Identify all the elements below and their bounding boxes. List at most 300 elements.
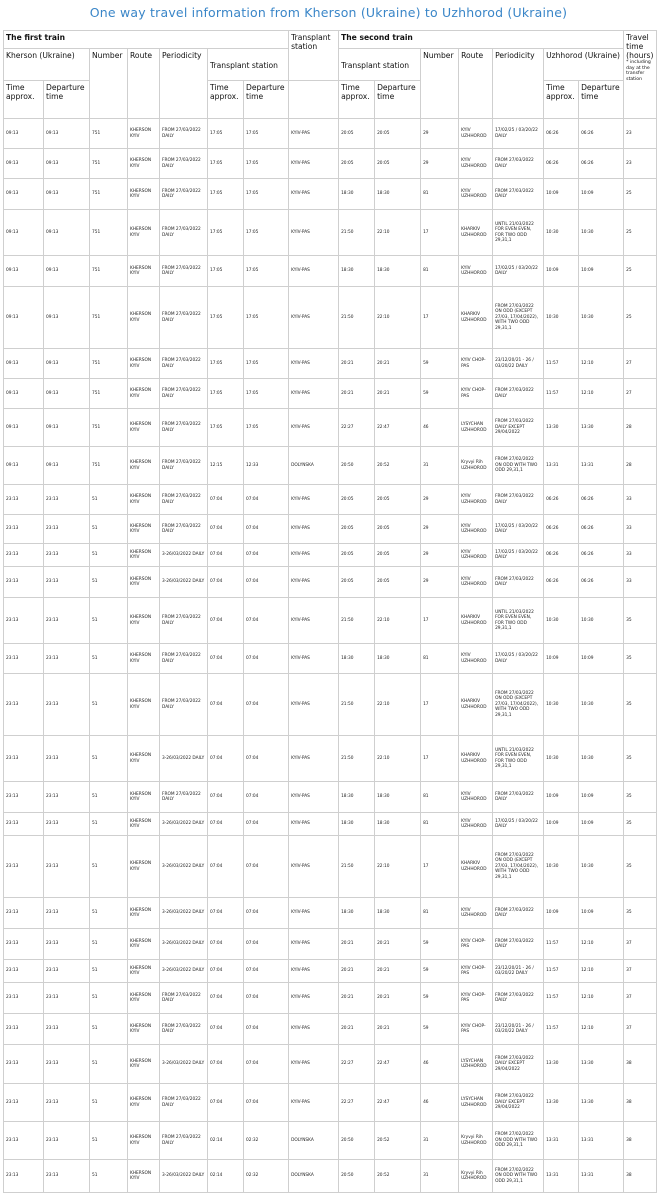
cell-departure-time-1: 09:13 <box>44 287 90 349</box>
cell-periodicity-2: FROM 27/03/2022 DAILY <box>493 485 544 515</box>
cell-transplant-departure: 07:04 <box>244 736 289 782</box>
cell-train-number-2: 29 <box>421 544 459 567</box>
cell-train-number-2: 81 <box>421 782 459 813</box>
cell-transplant-time-approx: 07:04 <box>208 544 244 567</box>
header-kherson: Kherson (Ukraine) <box>4 49 90 81</box>
cell-travel-time: 35 <box>624 836 657 898</box>
cell-departure-time-1: 23:13 <box>44 929 90 960</box>
table-row <box>4 149 657 179</box>
cell-time-approx-2: 22:27 <box>339 1084 375 1122</box>
cell-periodicity-2: 17/02/25 / 03/20/22 DAILY <box>493 544 544 567</box>
cell-time-approx-1: 23:13 <box>4 782 44 813</box>
cell-route-2: Kryvyi Rih UZHHOROD <box>459 447 493 485</box>
cell-transplant-departure: 07:04 <box>244 813 289 836</box>
cell-train-number-2: 81 <box>421 898 459 929</box>
cell-time-approx-2: 18:30 <box>339 644 375 674</box>
cell-uzhhorod-departure: 10:30 <box>579 287 624 349</box>
cell-periodicity-1: FROM 27/03/2022 DAILY <box>160 119 208 149</box>
cell-train-number-2: 29 <box>421 149 459 179</box>
cell-time-approx-1: 23:13 <box>4 544 44 567</box>
header-departure-time: Departure time <box>44 81 90 119</box>
cell-route-1: KHERSON KYIV <box>128 119 160 149</box>
cell-uzhhorod-departure: 13:30 <box>579 1045 624 1084</box>
cell-route-2: KYIV UZHHOROD <box>459 813 493 836</box>
cell-time-approx-2: 21:50 <box>339 210 375 256</box>
cell-time-approx-2: 20:21 <box>339 983 375 1014</box>
cell-route-2: KYIV CHOP-PAS <box>459 349 493 379</box>
cell-departure-time-1: 23:13 <box>44 1122 90 1160</box>
cell-departure-time-2: 20:21 <box>375 379 421 409</box>
cell-train-number-1: 51 <box>90 836 128 898</box>
cell-transplant-departure: 07:04 <box>244 1084 289 1122</box>
cell-departure-time-1: 09:13 <box>44 379 90 409</box>
cell-departure-time-2: 20:05 <box>375 485 421 515</box>
cell-uzhhorod-time-approx: 10:30 <box>544 836 579 898</box>
cell-periodicity-1: FROM 27/03/2022 DAILY <box>160 485 208 515</box>
cell-periodicity-2: UNTIL 21/03/2022 FOR EVEN EVEN, FOR TWO ODD 29,31,1 <box>493 598 544 644</box>
cell-train-number-1: 51 <box>90 960 128 983</box>
cell-periodicity-1: 3-26/03/2022 DAILY <box>160 544 208 567</box>
cell-periodicity-2: FROM 27/02/2022 ON ODD WITH TWO ODD 29,31,1 <box>493 1122 544 1160</box>
cell-time-approx-2: 21:50 <box>339 287 375 349</box>
cell-uzhhorod-departure: 10:09 <box>579 898 624 929</box>
cell-route-2: Kryvyi Rih UZHHOROD <box>459 1122 493 1160</box>
cell-periodicity-2: 17/02/25 / 03/20/22 DAILY <box>493 813 544 836</box>
cell-train-number-2: 81 <box>421 813 459 836</box>
cell-periodicity-2: 23/12/20/21 - 26 / 03/20/22 DAILY <box>493 960 544 983</box>
cell-periodicity-2: FROM 27/03/2022 DAILY <box>493 379 544 409</box>
table-row <box>4 179 657 210</box>
cell-time-approx-2: 20:21 <box>339 1014 375 1045</box>
cell-route-2: KYIV CHOP-PAS <box>459 983 493 1014</box>
header-travel-time <box>624 31 657 119</box>
cell-time-approx-1: 23:13 <box>4 1122 44 1160</box>
cell-departure-time-1: 23:13 <box>44 567 90 598</box>
cell-periodicity-2: 23/12/20/21 - 26 / 03/20/22 DAILY <box>493 349 544 379</box>
cell-departure-time-1: 23:13 <box>44 736 90 782</box>
cell-train-number-1: 51 <box>90 544 128 567</box>
cell-time-approx-1: 23:13 <box>4 1084 44 1122</box>
cell-time-approx-1: 09:13 <box>4 349 44 379</box>
cell-uzhhorod-departure: 10:30 <box>579 736 624 782</box>
cell-travel-time: 33 <box>624 567 657 598</box>
cell-train-number-1: 51 <box>90 1045 128 1084</box>
table-row <box>4 960 657 983</box>
cell-departure-time-1: 09:13 <box>44 349 90 379</box>
cell-transplant-departure: 17:05 <box>244 349 289 379</box>
cell-departure-time-1: 23:13 <box>44 1160 90 1193</box>
cell-route-2: KYIV UZHHOROD <box>459 485 493 515</box>
cell-time-approx-2: 20:05 <box>339 149 375 179</box>
cell-time-approx-1: 09:13 <box>4 149 44 179</box>
cell-transplant-departure: 07:04 <box>244 598 289 644</box>
cell-time-approx-1: 09:13 <box>4 119 44 149</box>
cell-time-approx-1: 23:13 <box>4 644 44 674</box>
cell-time-approx-1: 23:13 <box>4 1160 44 1193</box>
cell-train-number-2: 17 <box>421 210 459 256</box>
cell-periodicity-1: FROM 27/03/2022 DAILY <box>160 287 208 349</box>
cell-train-number-1: 751 <box>90 119 128 149</box>
cell-transplant-station: DOLYNSKA <box>289 447 339 485</box>
cell-periodicity-2: FROM 27/03/2022 DAILY <box>493 929 544 960</box>
cell-periodicity-2: FROM 27/03/2022 DAILY EXCEPT 29/04/2022 <box>493 409 544 447</box>
cell-transplant-time-approx: 07:04 <box>208 598 244 644</box>
cell-train-number-2: 17 <box>421 287 459 349</box>
cell-time-approx-2: 18:30 <box>339 179 375 210</box>
table-row <box>4 782 657 813</box>
header-first-train: The first train <box>4 31 289 49</box>
header-transplant-station: Transplant station <box>289 31 339 81</box>
cell-train-number-1: 751 <box>90 210 128 256</box>
cell-transplant-time-approx: 17:05 <box>208 119 244 149</box>
cell-route-1: KHERSON KYIV <box>128 287 160 349</box>
cell-route-1: KHERSON KYIV <box>128 256 160 287</box>
cell-travel-time: 28 <box>624 447 657 485</box>
cell-travel-time: 37 <box>624 983 657 1014</box>
table-row <box>4 485 657 515</box>
cell-transplant-station: KYIV-PAS <box>289 409 339 447</box>
cell-travel-time: 25 <box>624 256 657 287</box>
cell-train-number-2: 81 <box>421 256 459 287</box>
cell-transplant-station: KYIV-PAS <box>289 379 339 409</box>
cell-route-2: KHARKIV UZHHOROD <box>459 598 493 644</box>
cell-uzhhorod-departure: 10:09 <box>579 644 624 674</box>
cell-departure-time-2: 22:47 <box>375 1084 421 1122</box>
cell-periodicity-1: 3-26/03/2022 DAILY <box>160 960 208 983</box>
cell-train-number-2: 31 <box>421 1160 459 1193</box>
cell-uzhhorod-time-approx: 06:26 <box>544 567 579 598</box>
cell-route-2: KHARKIV UZHHOROD <box>459 736 493 782</box>
cell-travel-time: 25 <box>624 210 657 256</box>
table-row <box>4 1122 657 1160</box>
table-row <box>4 447 657 485</box>
cell-departure-time-1: 23:13 <box>44 983 90 1014</box>
cell-route-1: KHERSON KYIV <box>128 485 160 515</box>
cell-transplant-departure: 17:05 <box>244 179 289 210</box>
cell-departure-time-1: 23:13 <box>44 1084 90 1122</box>
cell-time-approx-1: 23:13 <box>4 960 44 983</box>
cell-transplant-time-approx: 07:04 <box>208 567 244 598</box>
cell-time-approx-2: 21:50 <box>339 598 375 644</box>
cell-route-2: KYIV UZHHOROD <box>459 544 493 567</box>
cell-periodicity-2: 17/02/25 / 03/20/22 DAILY <box>493 644 544 674</box>
cell-train-number-1: 751 <box>90 409 128 447</box>
cell-transplant-time-approx: 07:04 <box>208 485 244 515</box>
cell-periodicity-2: FROM 27/03/2022 DAILY <box>493 149 544 179</box>
cell-route-1: KHERSON KYIV <box>128 813 160 836</box>
cell-transplant-departure: 07:04 <box>244 485 289 515</box>
cell-uzhhorod-time-approx: 11:57 <box>544 983 579 1014</box>
header-time-approx: Time approx. <box>4 81 44 119</box>
cell-periodicity-2: FROM 27/03/2022 ON ODD (EXCEPT 27/03, 17/04/2022), WITH TWO ODD 29,31,1 <box>493 287 544 349</box>
cell-transplant-station: KYIV-PAS <box>289 210 339 256</box>
cell-route-2: Kryvyi Rih UZHHOROD <box>459 1160 493 1193</box>
cell-train-number-2: 31 <box>421 447 459 485</box>
cell-periodicity-1: FROM 27/03/2022 DAILY <box>160 1084 208 1122</box>
cell-time-approx-2: 20:21 <box>339 349 375 379</box>
cell-route-2: LYSYCHAN UZHHOROD <box>459 409 493 447</box>
cell-departure-time-1: 09:13 <box>44 119 90 149</box>
cell-train-number-1: 51 <box>90 485 128 515</box>
cell-transplant-station: KYIV-PAS <box>289 179 339 210</box>
cell-train-number-1: 51 <box>90 813 128 836</box>
cell-periodicity-1: FROM 27/03/2022 DAILY <box>160 782 208 813</box>
cell-departure-time-2: 20:52 <box>375 1160 421 1193</box>
cell-time-approx-2: 20:50 <box>339 447 375 485</box>
cell-train-number-1: 51 <box>90 929 128 960</box>
cell-periodicity-2: FROM 27/02/2022 ON ODD WITH TWO ODD 29,31,1 <box>493 447 544 485</box>
cell-train-number-2: 46 <box>421 1045 459 1084</box>
cell-time-approx-2: 18:30 <box>339 813 375 836</box>
cell-periodicity-1: FROM 27/03/2022 DAILY <box>160 983 208 1014</box>
cell-train-number-2: 29 <box>421 515 459 544</box>
cell-transplant-station: KYIV-PAS <box>289 836 339 898</box>
cell-transplant-departure: 07:04 <box>244 644 289 674</box>
cell-transplant-station: KYIV-PAS <box>289 782 339 813</box>
cell-route-2: KYIV CHOP-PAS <box>459 929 493 960</box>
cell-route-2: KYIV UZHHOROD <box>459 149 493 179</box>
cell-train-number-2: 59 <box>421 983 459 1014</box>
cell-transplant-time-approx: 17:05 <box>208 256 244 287</box>
cell-transplant-time-approx: 07:04 <box>208 960 244 983</box>
cell-time-approx-1: 23:13 <box>4 485 44 515</box>
cell-travel-time: 38 <box>624 1045 657 1084</box>
cell-route-1: KHERSON KYIV <box>128 1122 160 1160</box>
cell-transplant-departure: 17:05 <box>244 409 289 447</box>
cell-route-1: KHERSON KYIV <box>128 644 160 674</box>
cell-route-2: KYIV UZHHOROD <box>459 782 493 813</box>
cell-periodicity-1: FROM 27/03/2022 DAILY <box>160 515 208 544</box>
cell-transplant-departure: 07:04 <box>244 1014 289 1045</box>
header-time-approx: Time approx. <box>339 81 375 119</box>
cell-time-approx-1: 09:13 <box>4 179 44 210</box>
cell-train-number-2: 17 <box>421 598 459 644</box>
cell-transplant-departure: 12:33 <box>244 447 289 485</box>
cell-departure-time-1: 09:13 <box>44 179 90 210</box>
cell-periodicity-2: FROM 27/03/2022 DAILY <box>493 898 544 929</box>
cell-departure-time-2: 20:05 <box>375 567 421 598</box>
schedule-table <box>3 30 657 1193</box>
cell-travel-time: 25 <box>624 287 657 349</box>
cell-transplant-station: KYIV-PAS <box>289 960 339 983</box>
cell-uzhhorod-departure: 10:30 <box>579 836 624 898</box>
cell-uzhhorod-departure: 13:30 <box>579 1084 624 1122</box>
cell-departure-time-2: 20:21 <box>375 349 421 379</box>
cell-transplant-station: KYIV-PAS <box>289 1084 339 1122</box>
cell-train-number-1: 751 <box>90 287 128 349</box>
header-time-approx: Time approx. <box>208 81 244 119</box>
header-time-approx: Time approx. <box>544 81 579 119</box>
cell-departure-time-2: 20:05 <box>375 515 421 544</box>
cell-travel-time: 28 <box>624 409 657 447</box>
cell-train-number-2: 17 <box>421 836 459 898</box>
cell-transplant-station: KYIV-PAS <box>289 349 339 379</box>
cell-periodicity-1: 3-26/03/2022 DAILY <box>160 567 208 598</box>
cell-transplant-departure: 02:32 <box>244 1122 289 1160</box>
cell-transplant-departure: 07:04 <box>244 960 289 983</box>
cell-transplant-time-approx: 17:05 <box>208 409 244 447</box>
cell-uzhhorod-time-approx: 13:30 <box>544 409 579 447</box>
cell-route-1: KHERSON KYIV <box>128 349 160 379</box>
cell-time-approx-2: 22:27 <box>339 409 375 447</box>
cell-departure-time-2: 22:10 <box>375 287 421 349</box>
cell-route-1: KHERSON KYIV <box>128 515 160 544</box>
cell-train-number-2: 59 <box>421 1014 459 1045</box>
cell-departure-time-2: 20:21 <box>375 929 421 960</box>
cell-time-approx-1: 23:13 <box>4 836 44 898</box>
cell-departure-time-2: 20:05 <box>375 119 421 149</box>
header-transplant-station-2: Transplant station <box>339 49 421 81</box>
cell-train-number-1: 751 <box>90 379 128 409</box>
cell-route-2: KHARKIV UZHHOROD <box>459 287 493 349</box>
cell-travel-time: 35 <box>624 598 657 644</box>
cell-time-approx-2: 20:05 <box>339 567 375 598</box>
cell-time-approx-2: 20:05 <box>339 515 375 544</box>
table-row <box>4 515 657 544</box>
cell-train-number-2: 59 <box>421 929 459 960</box>
cell-time-approx-1: 23:13 <box>4 1014 44 1045</box>
cell-time-approx-1: 23:13 <box>4 1045 44 1084</box>
cell-transplant-time-approx: 07:04 <box>208 898 244 929</box>
cell-transplant-time-approx: 02:14 <box>208 1160 244 1193</box>
cell-time-approx-2: 20:05 <box>339 119 375 149</box>
cell-transplant-station: KYIV-PAS <box>289 929 339 960</box>
cell-transplant-station: KYIV-PAS <box>289 674 339 736</box>
cell-uzhhorod-departure: 06:26 <box>579 567 624 598</box>
cell-time-approx-2: 18:30 <box>339 256 375 287</box>
header-transplant-station-1: Transplant station <box>208 49 289 81</box>
cell-periodicity-1: 3-26/03/2022 DAILY <box>160 813 208 836</box>
cell-route-1: KHERSON KYIV <box>128 1160 160 1193</box>
table-row <box>4 736 657 782</box>
cell-time-approx-1: 09:13 <box>4 447 44 485</box>
cell-route-2: KYIV UZHHOROD <box>459 898 493 929</box>
cell-train-number-2: 29 <box>421 485 459 515</box>
cell-travel-time: 27 <box>624 379 657 409</box>
cell-transplant-time-approx: 17:05 <box>208 349 244 379</box>
cell-departure-time-1: 23:13 <box>44 644 90 674</box>
cell-departure-time-1: 23:13 <box>44 1014 90 1045</box>
cell-route-2: LYSYCHAN UZHHOROD <box>459 1084 493 1122</box>
table-row <box>4 409 657 447</box>
cell-travel-time: 35 <box>624 782 657 813</box>
cell-route-2: KHARKIV UZHHOROD <box>459 210 493 256</box>
cell-train-number-1: 751 <box>90 149 128 179</box>
cell-departure-time-1: 23:13 <box>44 898 90 929</box>
cell-train-number-1: 51 <box>90 736 128 782</box>
cell-periodicity-1: 3-26/03/2022 DAILY <box>160 736 208 782</box>
cell-uzhhorod-departure: 10:09 <box>579 782 624 813</box>
cell-uzhhorod-time-approx: 06:26 <box>544 119 579 149</box>
cell-uzhhorod-time-approx: 13:30 <box>544 1084 579 1122</box>
cell-time-approx-2: 20:05 <box>339 544 375 567</box>
header-travel-time-note: * including day at the transfer station <box>626 60 651 82</box>
cell-route-1: KHERSON KYIV <box>128 409 160 447</box>
cell-train-number-2: 29 <box>421 567 459 598</box>
cell-uzhhorod-time-approx: 10:09 <box>544 898 579 929</box>
cell-transplant-station: KYIV-PAS <box>289 544 339 567</box>
cell-train-number-2: 59 <box>421 349 459 379</box>
cell-route-1: KHERSON KYIV <box>128 447 160 485</box>
cell-uzhhorod-departure: 10:09 <box>579 179 624 210</box>
cell-periodicity-1: FROM 27/03/2022 DAILY <box>160 256 208 287</box>
cell-transplant-time-approx: 02:14 <box>208 1122 244 1160</box>
cell-periodicity-2: 23/12/20/21 - 26 / 03/20/22 DAILY <box>493 1014 544 1045</box>
cell-uzhhorod-time-approx: 11:57 <box>544 929 579 960</box>
cell-travel-time: 37 <box>624 1014 657 1045</box>
header-second-train: The second train <box>339 31 624 49</box>
cell-uzhhorod-departure: 12:10 <box>579 960 624 983</box>
cell-time-approx-2: 21:50 <box>339 674 375 736</box>
cell-uzhhorod-departure: 12:10 <box>579 983 624 1014</box>
table-row <box>4 983 657 1014</box>
cell-periodicity-2: 17/02/25 / 03/20/22 DAILY <box>493 119 544 149</box>
cell-train-number-1: 751 <box>90 256 128 287</box>
cell-train-number-1: 51 <box>90 674 128 736</box>
cell-departure-time-2: 22:10 <box>375 598 421 644</box>
cell-travel-time: 35 <box>624 674 657 736</box>
cell-periodicity-1: FROM 27/03/2022 DAILY <box>160 447 208 485</box>
cell-time-approx-2: 20:21 <box>339 960 375 983</box>
cell-transplant-station: KYIV-PAS <box>289 287 339 349</box>
cell-departure-time-2: 20:21 <box>375 960 421 983</box>
cell-travel-time: 38 <box>624 1122 657 1160</box>
header-route-2: Route <box>459 49 493 119</box>
cell-time-approx-1: 23:13 <box>4 983 44 1014</box>
cell-uzhhorod-departure: 13:31 <box>579 1122 624 1160</box>
cell-travel-time: 35 <box>624 644 657 674</box>
cell-periodicity-1: 3-26/03/2022 DAILY <box>160 1160 208 1193</box>
cell-uzhhorod-time-approx: 10:30 <box>544 210 579 256</box>
cell-periodicity-2: UNTIL 21/03/2022 FOR EVEN EVEN, FOR TWO ODD 29,31,1 <box>493 736 544 782</box>
cell-periodicity-2: FROM 27/03/2022 DAILY <box>493 782 544 813</box>
cell-uzhhorod-time-approx: 10:30 <box>544 598 579 644</box>
cell-route-1: KHERSON KYIV <box>128 598 160 644</box>
cell-departure-time-2: 22:47 <box>375 409 421 447</box>
cell-route-2: KYIV UZHHOROD <box>459 256 493 287</box>
cell-uzhhorod-time-approx: 13:31 <box>544 1160 579 1193</box>
cell-transplant-time-approx: 07:04 <box>208 674 244 736</box>
header-number-2: Number <box>421 49 459 119</box>
cell-departure-time-1: 23:13 <box>44 598 90 644</box>
cell-departure-time-1: 09:13 <box>44 409 90 447</box>
cell-train-number-2: 59 <box>421 379 459 409</box>
cell-departure-time-2: 22:47 <box>375 1045 421 1084</box>
cell-periodicity-1: FROM 27/03/2022 DAILY <box>160 1122 208 1160</box>
cell-uzhhorod-time-approx: 11:57 <box>544 1014 579 1045</box>
cell-periodicity-2: FROM 27/03/2022 ON ODD (EXCEPT 27/03, 17/04/2022), WITH TWO ODD 29,31,1 <box>493 674 544 736</box>
cell-departure-time-2: 22:10 <box>375 836 421 898</box>
table-row <box>4 256 657 287</box>
cell-route-2: KHARKIV UZHHOROD <box>459 836 493 898</box>
cell-departure-time-2: 22:10 <box>375 210 421 256</box>
cell-departure-time-1: 23:13 <box>44 674 90 736</box>
cell-time-approx-1: 09:13 <box>4 409 44 447</box>
cell-departure-time-1: 23:13 <box>44 836 90 898</box>
table-row <box>4 929 657 960</box>
cell-transplant-station: KYIV-PAS <box>289 598 339 644</box>
cell-transplant-time-approx: 17:05 <box>208 210 244 256</box>
cell-time-approx-2: 18:30 <box>339 898 375 929</box>
cell-departure-time-1: 23:13 <box>44 960 90 983</box>
cell-transplant-time-approx: 07:04 <box>208 836 244 898</box>
cell-train-number-2: 81 <box>421 644 459 674</box>
cell-transplant-departure: 17:05 <box>244 287 289 349</box>
cell-travel-time: 38 <box>624 1160 657 1193</box>
table-row <box>4 210 657 256</box>
cell-travel-time: 35 <box>624 898 657 929</box>
cell-train-number-2: 46 <box>421 1084 459 1122</box>
